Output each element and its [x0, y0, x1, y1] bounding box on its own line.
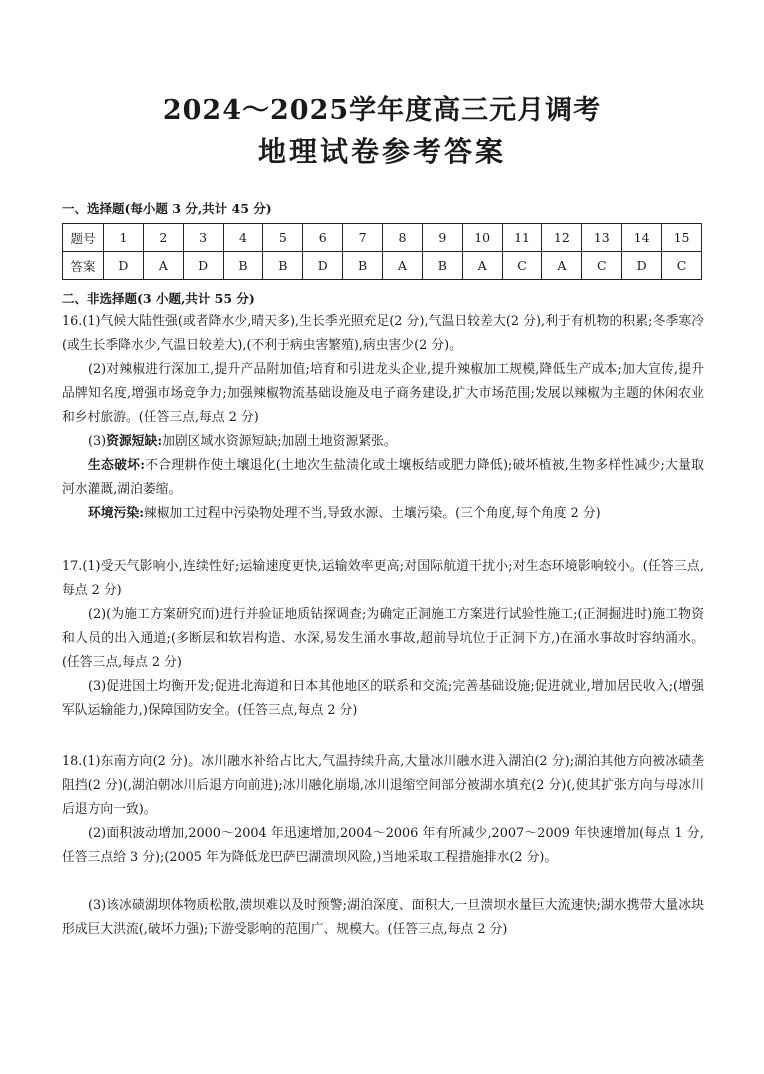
q16-part3-label: 资源短缺:	[106, 434, 163, 449]
question-number-cell: 2	[143, 224, 183, 252]
q18-part3: (3)该冰碛湖坝体物质松散,溃坝难以及时预警;湖泊深度、面积大,一旦溃坝水量巨大流速快;湖水携带大量冰块形成巨大洪流(,破坏力强);下游受影响的范围广、规模大。(任答三点,每点 2 分)	[62, 898, 704, 937]
answer-cell: A	[383, 252, 423, 280]
q16-part3-ecology	[62, 454, 704, 502]
question-number-cell: 3	[183, 224, 223, 252]
answer-cell: B	[422, 252, 462, 280]
question-number-cell: 5	[263, 224, 303, 252]
answer-cell: B	[223, 252, 263, 280]
section-heading-choice: 一、选择题(每小题 3 分,共计 45 分)	[62, 201, 272, 216]
q16-part3-pollution	[62, 502, 704, 526]
answer-cell: C	[582, 252, 622, 280]
answer-cell: A	[542, 252, 582, 280]
table-row-answers	[63, 252, 702, 280]
q17-part2: (2)(为施工方案研究而)进行并验证地质钻探调查;为确定正洞施工方案进行试验性施工;(正洞掘进时)施工物资和人员的出入通道;(多断层和软岩构造、水深,易发生涌水事故,超前导坑位于正洞下方,)在涌水事故时容纳涌水。(任答三点,每点 2 分)	[62, 607, 704, 670]
row-label-answer: 答案	[63, 252, 104, 280]
question-number-cell: 4	[223, 224, 263, 252]
answer-cell: A	[143, 252, 183, 280]
question-number-cell: 13	[582, 224, 622, 252]
q16-ecology-text: 不合理耕作使土壤退化(土地次生盐渍化或土壤板结或肥力降低);破坏植被,生物多样性减少;大量取河水灌溉,湖泊萎缩。	[62, 458, 704, 497]
q16-ecology-label: 生态破坏:	[88, 458, 145, 473]
answer-cell: D	[303, 252, 343, 280]
answer-cell: C	[662, 252, 702, 280]
row-label-number: 题号	[63, 224, 104, 252]
question-number-cell: 11	[502, 224, 542, 252]
q17-part1: 17.(1)受天气影响小,连续性好;运输速度更快,运输效率更高;对国际航道干扰小;对生态环境影响较小。(任答三点,每点 2 分)	[62, 559, 704, 598]
question-number-cell: 6	[303, 224, 343, 252]
q16-part3-text: 加剧区域水资源短缺;加剧土地资源紧张。	[162, 434, 397, 449]
q16-part2: (2)对辣椒进行深加工,提升产品附加值;培育和引进龙头企业,提升辣椒加工规模,降低生产成本;加大宣传,提升品牌知名度,增强市场竞争力;加强辣椒物流基础设施及电子商务建设,扩大市场范围;发展以辣椒为主题的休闲农业和乡村旅游。(任答三点,每点 2 分)	[62, 362, 704, 425]
question-number-cell: 10	[462, 224, 502, 252]
q17-part3: (3)促进国土均衡开发;促进北海道和日本其他地区的联系和交流;完善基础设施;促进就业,增加居民收入;(增强军队运输能力,)保障国防安全。(任答三点,每点 2 分)	[62, 679, 704, 718]
q16-part3-prefix: (3)	[88, 434, 107, 449]
question-number-cell: 1	[104, 224, 144, 252]
question-number-cell: 8	[383, 224, 423, 252]
question-number-cell: 12	[542, 224, 582, 252]
q16-pollution-label: 环境污染:	[88, 506, 144, 521]
q16-part3	[62, 430, 704, 454]
answer-table	[62, 223, 702, 280]
page-title: 2024～2025学年度高三元月调考	[162, 95, 602, 126]
answer-cell: A	[462, 252, 502, 280]
question-number-cell: 14	[622, 224, 662, 252]
question-number-cell: 7	[343, 224, 383, 252]
answer-cell: C	[502, 252, 542, 280]
answer-cell: D	[104, 252, 144, 280]
q18-part2: (2)面积波动增加,2000～2004 年迅速增加,2004～2006 年有所减少,2007～2009 年快速增加(每点 1 分,任答三点给 3 分);(2005 年为降低龙巴萨巴湖溃坝风险,)当地采取工程措施排水(2 分)。	[62, 826, 704, 865]
question-number-cell: 15	[662, 224, 702, 252]
question-number-cell: 9	[422, 224, 462, 252]
q18-part1: 18.(1)东南方向(2 分)。冰川融水补给占比大,气温持续升高,大量冰川融水进入湖泊(2 分);湖泊其他方向被冰碛垄阻挡(2 分)(,湖泊朝冰川后退方向前进);冰川融化崩塌,冰川退缩空间部分被湖水填充(2 分)(,使其扩张方向与母冰川后退方向一致)。	[62, 754, 704, 817]
answer-cell: D	[183, 252, 223, 280]
q16-pollution-text: 辣椒加工过程中污染物处理不当,导致水源、土壤污染。(三个角度,每个角度 2 分)	[143, 506, 601, 521]
page-subtitle: 地理试卷参考答案	[257, 135, 506, 168]
answer-cell: B	[263, 252, 303, 280]
q16-part1: 16.(1)气候大陆性强(或者降水少,晴天多),生长季光照充足(2 分),气温日较差大(2 分),利于有机物的积累;冬季寒冷(或生长季降水少,气温日较差大),(不利于病虫害繁殖),病虫害少(2 分)。	[62, 314, 704, 353]
section-heading-nonchoice: 二、非选择题(3 小题,共计 55 分)	[62, 291, 255, 306]
answer-cell: D	[622, 252, 662, 280]
table-row-numbers	[63, 224, 702, 252]
answer-cell: B	[343, 252, 383, 280]
